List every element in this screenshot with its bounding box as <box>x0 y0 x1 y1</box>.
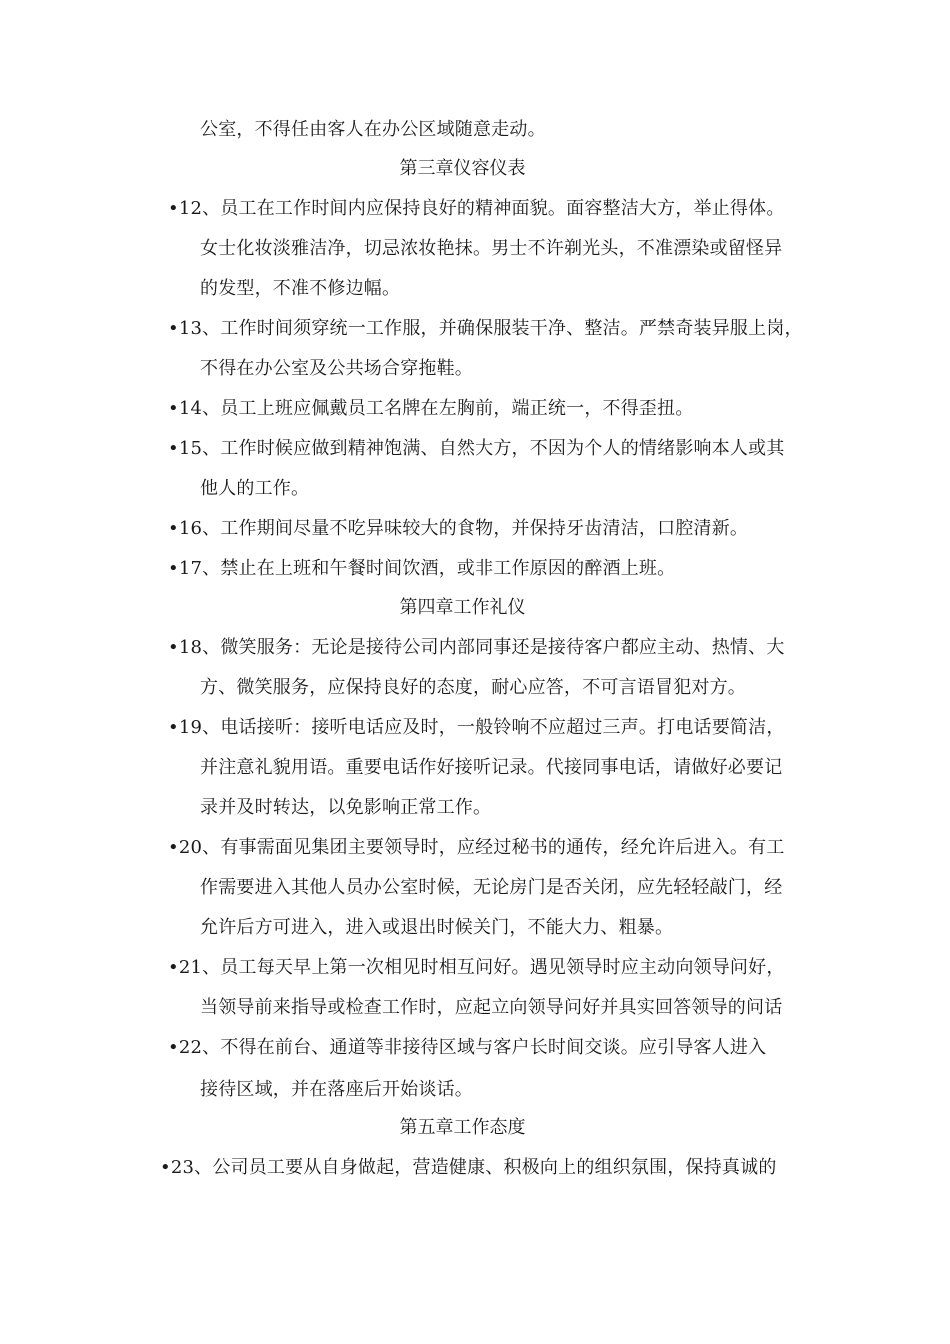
paragraph-line: •12、员工在工作时间内应保持良好的精神面貌。面容整洁大方，举止得体。 <box>168 198 785 219</box>
paragraph-line: 他人的工作。 <box>200 478 310 499</box>
paragraph-line: 作需要进入其他人员办公室时候，无论房门是否关闭，应先轻轻敲门，经 <box>200 877 783 898</box>
paragraph-line: •22、不得在前台、通道等非接待区域与客户长时间交谈。应引导客人进入 <box>168 1037 767 1058</box>
paragraph-line: •21、员工每天早上第一次相见时相互问好。遇见领导时应主动向领导问好， <box>168 957 785 978</box>
paragraph-line: 录并及时转达，以免影响正常工作。 <box>200 797 492 818</box>
paragraph-line: •23、公司员工要从自身做起，营造健康、积极向上的组织氛围，保持真诚的 <box>160 1157 777 1178</box>
paragraph-line: •17、禁止在上班和午餐时间饮酒，或非工作原因的醉酒上班。 <box>168 558 676 579</box>
paragraph-line: 公室，不得任由客人在办公区域随意走动。 <box>200 119 546 140</box>
paragraph-line: 不得在办公室及公共场合穿拖鞋。 <box>200 358 473 379</box>
paragraph-line: •18、微笑服务：无论是接待公司内部同事还是接待客户都应主动、热情、大 <box>168 637 785 658</box>
chapter-heading: 第五章工作态度 <box>399 1117 526 1138</box>
paragraph-line: 允许后方可进入，进入或退出时候关门，不能大力、粗暴。 <box>200 917 674 938</box>
paragraph-line: 的发型，不准不修边幅。 <box>200 278 401 299</box>
paragraph-line: •16、工作期间尽量不吃异味较大的食物，并保持牙齿清洁，口腔清新。 <box>168 518 749 539</box>
paragraph-line: 并注意礼貌用语。重要电话作好接听记录。代接同事电话，请做好必要记 <box>200 757 783 778</box>
paragraph-line: •15、工作时候应做到精神饱满、自然大方，不因为个人的情绪影响本人或其 <box>168 438 785 459</box>
paragraph-line: 女士化妆淡雅洁净，切忌浓妆艳抹。男士不许剃光头，不准漂染或留怪异 <box>200 238 783 259</box>
paragraph-line: •20、有事需面见集团主要领导时，应经过秘书的通传，经允许后进入。有工 <box>168 837 785 858</box>
paragraph-line: 当领导前来指导或检查工作时，应起立向领导问好并具实回答领导的问话 <box>200 997 783 1018</box>
chapter-heading: 第三章仪容仪表 <box>399 158 526 179</box>
paragraph-line: 方、微笑服务，应保持良好的态度，耐心应答，不可言语冒犯对方。 <box>200 677 746 698</box>
paragraph-line: •19、电话接听：接听电话应及时，一般铃响不应超过三声。打电话要简洁， <box>168 717 785 738</box>
paragraph-line: •14、员工上班应佩戴员工名牌在左胸前，端正统一，不得歪扭。 <box>168 398 694 419</box>
paragraph-line: •13、工作时间须穿统一工作服，并确保服装干净、整洁。严禁奇装异服上岗， <box>168 318 803 339</box>
chapter-heading: 第四章工作礼仪 <box>399 597 526 618</box>
paragraph-line: 接待区域，并在落座后开始谈话。 <box>200 1079 473 1100</box>
